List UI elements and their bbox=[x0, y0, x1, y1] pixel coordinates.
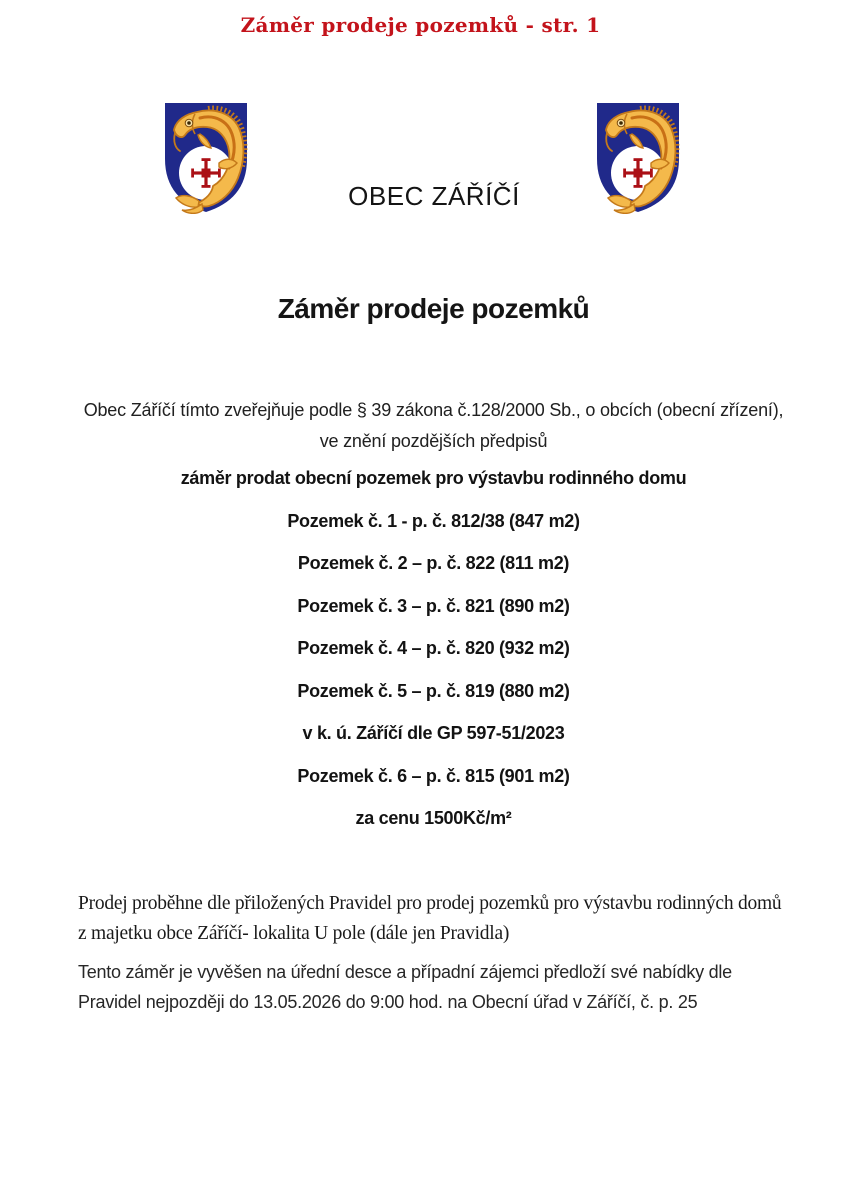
rules-paragraph: Prodej proběhne dle přiložených Pravidel pro prodej pozemků pro výstavbu rodinných domů z majetku obce Záříčí- lokalita U pole (dále jen Pravidla) bbox=[78, 893, 782, 944]
offer-line-parcel-4: Pozemek č. 4 – p. č. 820 (932 m2) bbox=[297, 638, 570, 658]
offer-line-parcel-3: Pozemek č. 3 – p. č. 821 (890 m2) bbox=[297, 595, 570, 616]
offer-line-parcel-5: Pozemek č. 5 – p. č. 819 (880 m2) bbox=[297, 680, 570, 701]
offer-line-parcel-6: Pozemek č. 6 – p. č. 815 (901 m2) bbox=[297, 765, 570, 786]
submission-paragraph: Tento záměr je vyvěšen na úřední desce a případní zájemci předloží své nabídky dle Pravidel nejpozději do 13.05.2026 do 9:00 hod. na Obecní úřad v Záříčí, č. p. 25 bbox=[78, 962, 732, 1012]
document-body bbox=[76, 395, 791, 840]
offer-line-parcel-1: Pozemek č. 1 - p. č. 812/38 (847 m2) bbox=[287, 510, 580, 531]
municipality-name: OBEC ZÁŘÍČÍ bbox=[348, 181, 520, 211]
page-banner-title: Záměr prodeje pozemků - str. 1 bbox=[240, 13, 601, 37]
offer-line-cadastre: v k. ú. Záříčí dle GP 597-51/2023 bbox=[302, 723, 565, 743]
offer-subject: záměr prodat obecní pozemek pro výstavbu rodinného domu bbox=[180, 468, 687, 488]
offer-line-parcel-2: Pozemek č. 2 – p. č. 822 (811 m2) bbox=[297, 553, 570, 573]
document-title: Záměr prodeje pozemků bbox=[277, 293, 590, 324]
offer-line-price: za cenu 1500Kč/m² bbox=[355, 808, 512, 828]
intro-paragraph: Obec Záříčí tímto zveřejňuje podle § 39 zákona č.128/2000 Sb., o obcích (obecní zřízení), ve znění pozdějších předpisů bbox=[83, 400, 784, 451]
